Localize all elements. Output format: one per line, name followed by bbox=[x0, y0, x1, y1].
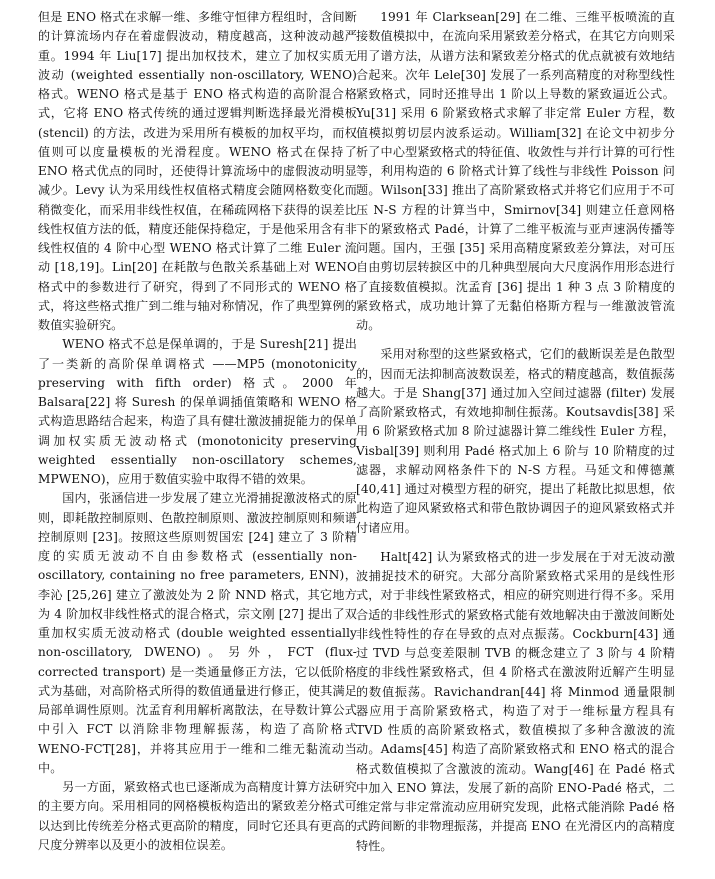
left-paragraph-2: WENO 格式不总是保单调的，于是 Suresh[21] 提出了一类新的高阶保单调格式 ——MP5 (monotonicity preserving with fifth order) 格式。2000 年 Balsara[22] 将 Suresh 的保单调插值策略和 WENO 格式构造思路结合起来，构造了具有健壮激波捕捉能力的保单调加权实质无波动格式 (monotonicity preserving weighted essentially non-oscillatory schemes, MPWENO)，应用于数值实验中取得不错的效果。 bbox=[38, 337, 357, 486]
right-paragraph-2: 采用对称型的这些紧致格式，它们的截断误差是色散型的，因而无法抑制高波数误差，格式的精度越高，数值振荡越大。于是 Shang[37] 通过加入空间过滤器 (filter) 发展了高阶紧致格式，有效地抑制住振荡。Koutsavdis[38] 采用 6 阶紧致格式加 8 阶过滤器计算二维线性 Euler 方程，Visbal[39] 则利用 Padé 格式加上 6 阶与 10 阶精度的过滤器，求解动网格条件下的 N-S 方程。马延文和傅德薰 [40,41] 通过对模型方程的研究，提出了耗散比拟思想，依此构造了迎风紧致格式和带色散协调因子的迎风紧致格式并付诸应用。 bbox=[356, 347, 675, 535]
right-paragraph-3: Halt[42] 认为紧致格式的进一步发展在于对无波动激波捕捉技术的研究。大部分高阶紧致格式采用的是线性形式，对于非线性紧致格式，相应的研究则进行得不多。采用合适的非线性形式的紧致格式能有效地解决由于激波间断处非线性特性的存在导致的点对点振荡。Cockburn[43] 通过 TVD 与总变差限制 TVB 的概念建立了 3 阶与 4 阶精度的非线性紧致格式，但 4 阶格式在激波附近解产生明显的数值振荡。Ravichandran[44] 将 Minmod 通量限制器应用于高阶紧致格式，构造了对于一维标量方程具有 TVD 性质的高阶紧致格式，数值模拟了多种含激波的流动。Adams[45] 构造了高阶紧致格式和 ENO 格式的混合格式数值模拟了含激波的流动。Wang[46] 在 Padé 格式中加入 ENO 算法，发展了新的高阶 ENO-Padé 格式，二维定常与非定常流动应用研究发现，此格式能消除 Padé 格式跨间断的非物理振荡，并提高 ENO 在光滑区内的高精度特性。 bbox=[356, 549, 675, 853]
right-paragraph-1: 1991 年 Clarksean[29] 在二维、三维平板喷流的直接数值模拟中，在流向采用紧致差分格式，在其它方向则采用了谱方法，从谱方法和紧致差分格式的优点就被有效地结合起来。次年 Lele[30] 发展了一系列高精度的对称型线性紧致格式，同时还推导出 1 阶以上导数的紧致逼近公式。Yu[31] 采用 6 阶紧致格式求解了非定常 Euler 方程，数值模拟剪切层内波系运动。William[32] 在论文中初步分析了中心型紧致格式的特征值、收敛性与并行计算的可行性等，利用构造的 6 阶格式计算了线性与非线性 Poisson 问题。Wilson[33] 推出了高阶紧致格式并将它们应用于不可压 N-S 方程的计算当中，Smirnov[34] 则建立任意网格下的紧致格式 Padé，计算了二维平板流与亚声速涡传播等问题。国内，王强 [35] 采用高精度紧致差分算法，对可压自由剪切层转捩区中的几种典型展向大尺度涡作用形态进行了直接数值模拟。沈孟育 [36] 提出 1 种 3 点 3 阶精度的紧致格式，成功地计算了无黏伯格斯方程与一维激波管流动。 bbox=[356, 10, 675, 332]
left-paragraph-3: 国内，张涵信进一步发展了建立光滑捕捉激波格式的原则，即耗散控制原则、色散控制原则、激波控制原则和频谱控制原则 [23]。按照这些原则贺国宏 [24] 建立了 3 阶精度的实质无波动不自由参数格式 (essentially non-oscillatory, containing no free parameters, ENN)，李沁 [25,26] 建立了激波处为 2 阶 NND 格式，其它地方为 4 阶加权非线性格式的混合格式，宗文刚 [27] 提出了双重加权实质无波动格式 (double weighted essentially non-oscillatory, DWENO)。另外，FCT (flux-corrected transport) 是一类通量修正方法，它以低阶格式为基础，对高阶格式所得的数值通量进行修正，使其满足局部单调性原则。沈孟育利用解析离散法，在导数计算公式中引入 FCT 以消除非物理解振荡，构造了高阶格式 WENO-FCT[28]，并将其应用于一维和二维无黏流动当中。 bbox=[38, 491, 357, 775]
left-column bbox=[38, 8, 357, 855]
left-paragraph-4: 另一方面，紧致格式也已逐渐成为高精度计算方法研究的主要方向。采用相同的网格模板构造出的紧致差分格式可以达到比传统差分格式更高阶的精度，同时它还具有更高的尺度分辨率以及更小的波相位误差。 bbox=[38, 780, 357, 852]
right-column bbox=[356, 8, 675, 856]
left-paragraph-1: 但是 ENO 格式在求解一维、多维守恒律方程组时，含间断的计算流场内存在着虚假波动，精度越高，这种波动越严重。1994 年 Liu[17] 提出加权技术，建立了加权实质无波动 (weighted essentially non-oscillatory, WENO) 格式。WENO 格式是基于 ENO 格式构造的高阶混合格式，它将 ENO 格式传统的通过逻辑判断选择最光滑模板 (stencil) 的方法，改进为采用所有模板的加权平均，而权值则可以度量模板的光滑程度。WENO 格式在保持了 ENO 格式优点的同时，还使得计算流场中的虚假波动明显减少。Levy 认为采用线性权值格式精度会随网格数变化而稍微变化，而采用非线性权值，在稀疏网格下获得的误差比线性权值方法的低，精度还能保持稳定，于是他采用含有非线性权值的 4 阶中心型 WENO 格式计算了二维 Euler 流动 [18,19]。Lin[20] 在耗散与色散关系基础上对 WENO 格式中的参数进行了研究，得到了不同形式的 WENO 格式，将这些格式推广到二维与轴对称情况，作了典型算例的数值实验研究。 bbox=[38, 10, 357, 332]
